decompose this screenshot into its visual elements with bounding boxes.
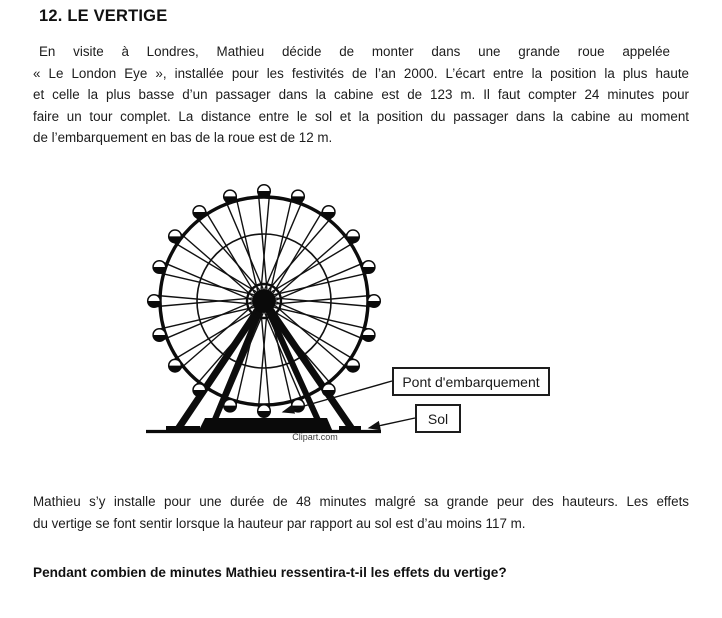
text-line: de l’embarquement en bas de la roue est de 12 m.: [33, 130, 333, 146]
ferris-wheel-illustration: [80, 170, 590, 450]
detail-paragraph: [33, 491, 689, 534]
ground-label: Sol: [427, 410, 449, 427]
ground-label-box: [415, 404, 461, 433]
text-line: En visite à Londres, Mathieu décide de monter dans une grande roue appelée: [39, 44, 670, 59]
text-line: Mathieu s’y installe pour une durée de 48 minutes malgré sa grande peur des hauteurs. Les effets: [33, 494, 689, 509]
text-line: « Le London Eye », installée pour les festivités de l’an 2000. L’écart entre la position la plus haute: [33, 65, 689, 81]
intro-paragraph: [33, 41, 689, 149]
platform-label: Pont d'embarquement: [402, 373, 540, 390]
text-line: et celle la plus basse d’un passager dans la cabine est de 123 m. Il faut compter 24 minutes pour: [33, 87, 689, 103]
wheel-hub: [252, 289, 276, 313]
text-line: faire un tour complet. La distance entre le sol et la position du passager dans la cabine au moment: [33, 108, 689, 124]
page-title: 12. LE VERTIGE: [39, 7, 168, 25]
platform-label-box: [392, 367, 550, 396]
text-line: du vertige se font sentir lorsque la hauteur par rapport au sol est d’au moins 117 m.: [33, 515, 526, 531]
ground-callout-arrow: [369, 418, 415, 428]
question-text: Pendant combien de minutes Mathieu ressentira-t-il les effets du vertige?: [33, 565, 507, 580]
clipart-credit: Clipart.com: [292, 432, 338, 442]
